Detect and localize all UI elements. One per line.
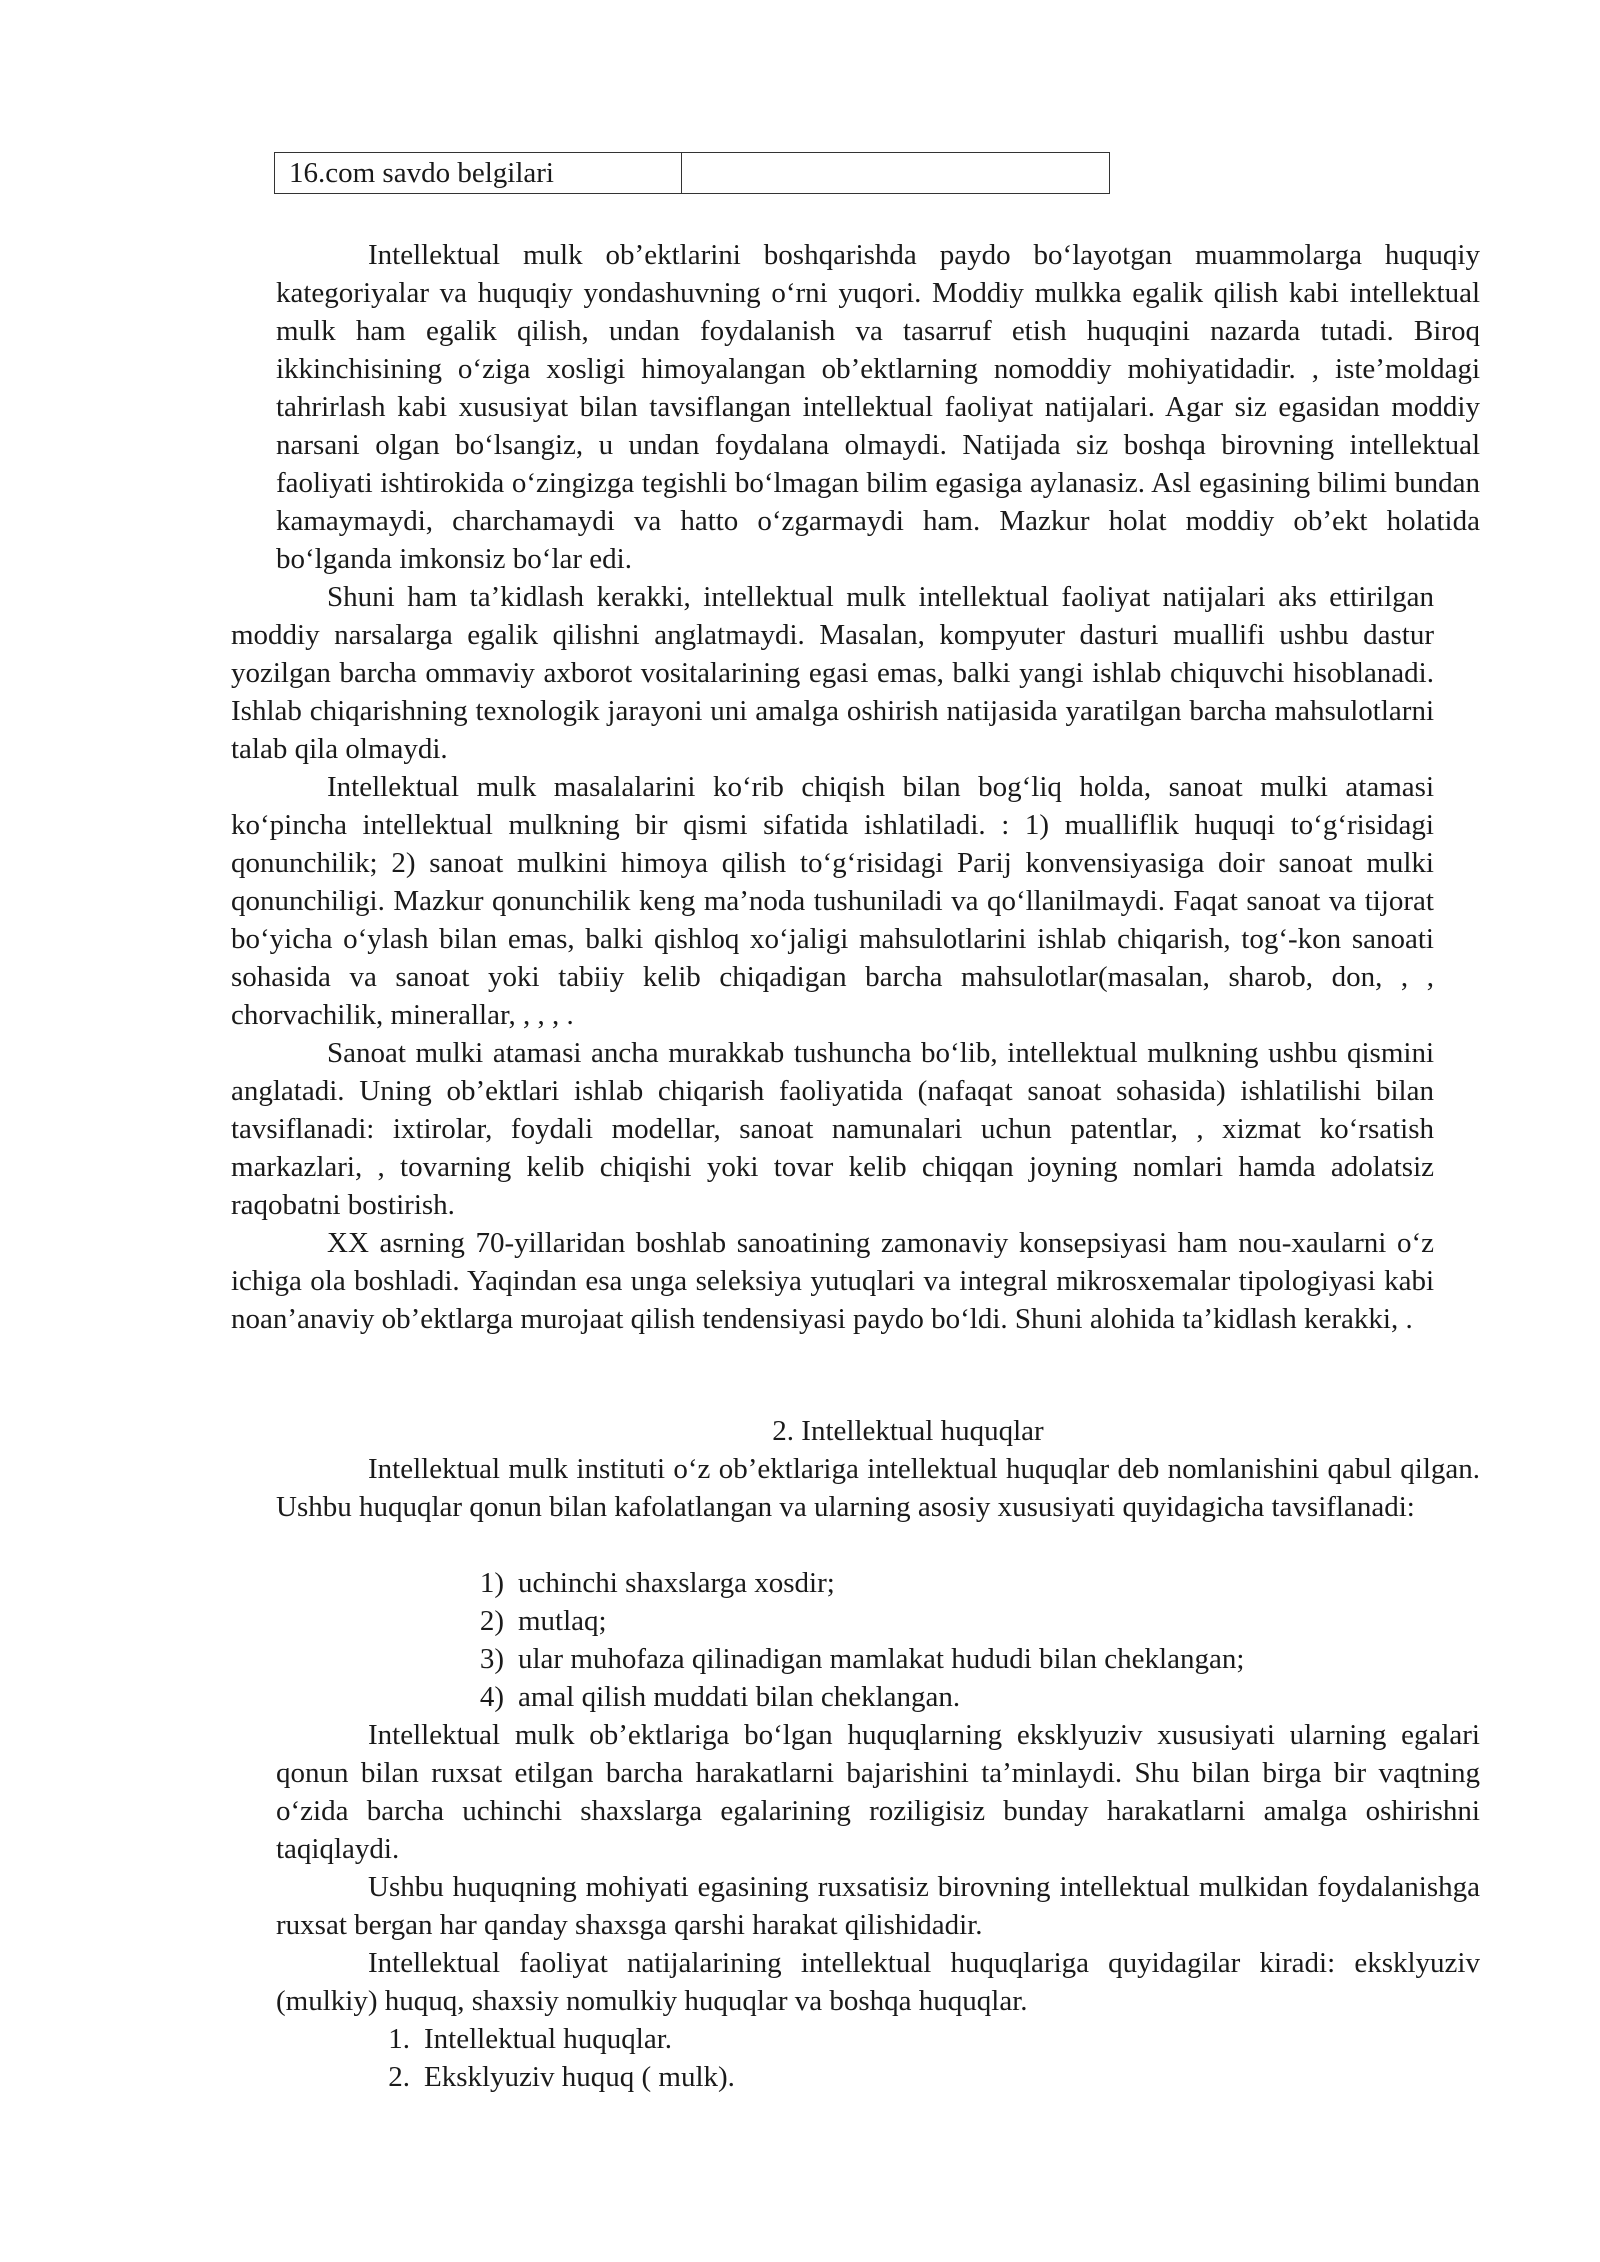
table-row — [275, 153, 1110, 194]
paragraph-8: Ushbu huquqning mohiyati egasining ruxsatisiz birovning intellektual mulkidan foydalanishga ruxsat bergan har qanday shaxsga qarshi harakat qilishidadir. — [276, 1871, 1480, 1941]
list-item: 1) uchinchi shaxslarga xosdir; — [479, 1567, 835, 1599]
paragraph-9: Intellektual faoliyat natijalarining intellektual huquqlariga quyidagilar kiradi: eksklyuziv (mulkiy) huquq, shaxsiy nomulkiy huquqlar va boshqa huquqlar. — [276, 1947, 1480, 2017]
paragraph-2: Shuni ham ta’kidlash kerakki, intellektual mulk intellektual faoliyat natijalari aks ettirilgan moddiy narsalarga egalik qilishni anglatmaydi. Masalan, kompyuter dasturi muallifi ushbu dastur yozilgan barcha ommaviy axborot vositalarining egasi emas, balki yangi ishlab chiquvchi hisoblanadi. Ishlab chiqarishning texnologik jarayoni uni amalga oshirish natijasida yaratilgan barcha mahsulotlarni talab qila olmaydi. — [231, 581, 1434, 765]
paragraph-3: Intellektual mulk masalalarini ko‘rib chiqish bilan bog‘liq holda, sanoat mulki atamasi ko‘pincha intellektual mulkning bir qismi sifatida ishlatiladi. : 1) mualliflik huquqi to‘g‘risidagi qonunchilik; 2) sanoat mulkini himoya qilish to‘g‘risidagi Parij konvensiyasiga doir sanoat mulki qonunchiligi. Mazkur qonunchilik keng ma’noda tushuniladi va qo‘llanilmaydi. Faqat sanoat va tijorat bo‘yicha o‘ylash bilan emas, balki qishloq xo‘jaligi mahsulotlarini ishlab chiqarish, tog‘-kon sanoati sohasida va sanoat yoki tabiiy kelib chiqadigan barcha mahsulotlar(masalan, sharob, don, , , chorvachilik, minerallar, , , , . — [231, 771, 1434, 1031]
trademark-table — [274, 152, 1110, 194]
paragraph-4: Sanoat mulki atamasi ancha murakkab tushuncha bo‘lib, intellektual mulkning ushbu qismini anglatadi. Uning ob’ektlari ishlab chiqarish faoliyatida (nafaqat sanoat sohasida) ishlatilishi bilan tavsiflanadi: ixtirolar, foydali modellar, sanoat namunalari uchun patentlar, , xizmat ko‘rsatish markazlari, , tovarning kelib chiqishi yoki tovar kelib chiqqan joyning nomlari hamda adolatsiz raqobatni bostirish. — [231, 1037, 1434, 1221]
table-cell: 16.com savdo belgilari — [275, 153, 682, 194]
paragraph-1: Intellektual mulk ob’ektlarini boshqarishda paydo bo‘layotgan muammolarga huquqiy kategoriyalar va huquqiy yondashuvning o‘rni yuqori. Moddiy mulkka egalik qilish kabi intellektual mulk ham egalik qilish, undan foydalanish va tasarruf etish huquqini nazarda tutadi. Biroq ikkinchisining o‘ziga xosligi himoyalangan ob’ektlarning nomoddiy mohiyatidadir. , iste’moldagi tahrirlash kabi xususiyat bilan tavsiflangan intellektual faoliyat natijalari. Agar siz egasidan moddiy narsani olgan bo‘lsangiz, u undan foydalana olmaydi. Natijada siz boshqa birovning intellektual faoliyati ishtirokida o‘zingizga tegishli bo‘lmagan bilim egasiga aylanasiz. Asl egasining bilimi bundan kamaymaydi, charchamaydi va hatto o‘zgarmaydi ham. Mazkur holat moddiy ob’ekt holatida bo‘lganda imkonsiz bo‘lar edi. — [276, 239, 1480, 575]
list-item: 2) mutlaq; — [479, 1605, 607, 1637]
paragraph-6: Intellektual mulk instituti o‘z ob’ektlariga intellektual huquqlar deb nomlanishini qabul qilgan. Ushbu huquqlar qonun bilan kafolatlangan va ularning asosiy xususiyati quyidagicha tavsiflanadi: — [276, 1453, 1480, 1523]
list-item: 3) ular muhofaza qilinadigan mamlakat hududi bilan cheklangan; — [479, 1643, 1245, 1675]
paragraph-5: XX asrning 70-yillaridan boshlab sanoatining zamonaviy konsepsiyasi ham nou-xaularni o‘z ichiga ola boshladi. Yaqindan esa unga seleksiya yutuqlari va integral mikrosxemalar tipologiyasi kabi noan’anaviy ob’ektlarga murojaat qilish tendensiyasi paydo bo‘ldi. Shuni alohida ta’kidlash kerakki, . — [231, 1227, 1434, 1335]
list-item: 2. Eksklyuziv huquq ( mulk). — [388, 2061, 735, 2093]
table-cell-empty — [682, 153, 1110, 194]
paragraph-7: Intellektual mulk ob’ektlariga bo‘lgan huquqlarning eksklyuziv xususiyati ularning egalari qonun bilan ruxsat etilgan barcha harakatlarni bajarishini ta’minlaydi. Shu bilan birga bir vaqtning o‘zida barcha uchinchi shaxslarga egalarining roziligisiz bunday harakatlarni amalga oshirishni taqiqlaydi. — [276, 1719, 1480, 1865]
list-item: 4) amal qilish muddati bilan cheklangan. — [479, 1681, 961, 1713]
list-item: 1. Intellektual huquqlar. — [388, 2023, 673, 2055]
section-heading: 2. Intellektual huquqlar — [772, 1415, 1044, 1447]
